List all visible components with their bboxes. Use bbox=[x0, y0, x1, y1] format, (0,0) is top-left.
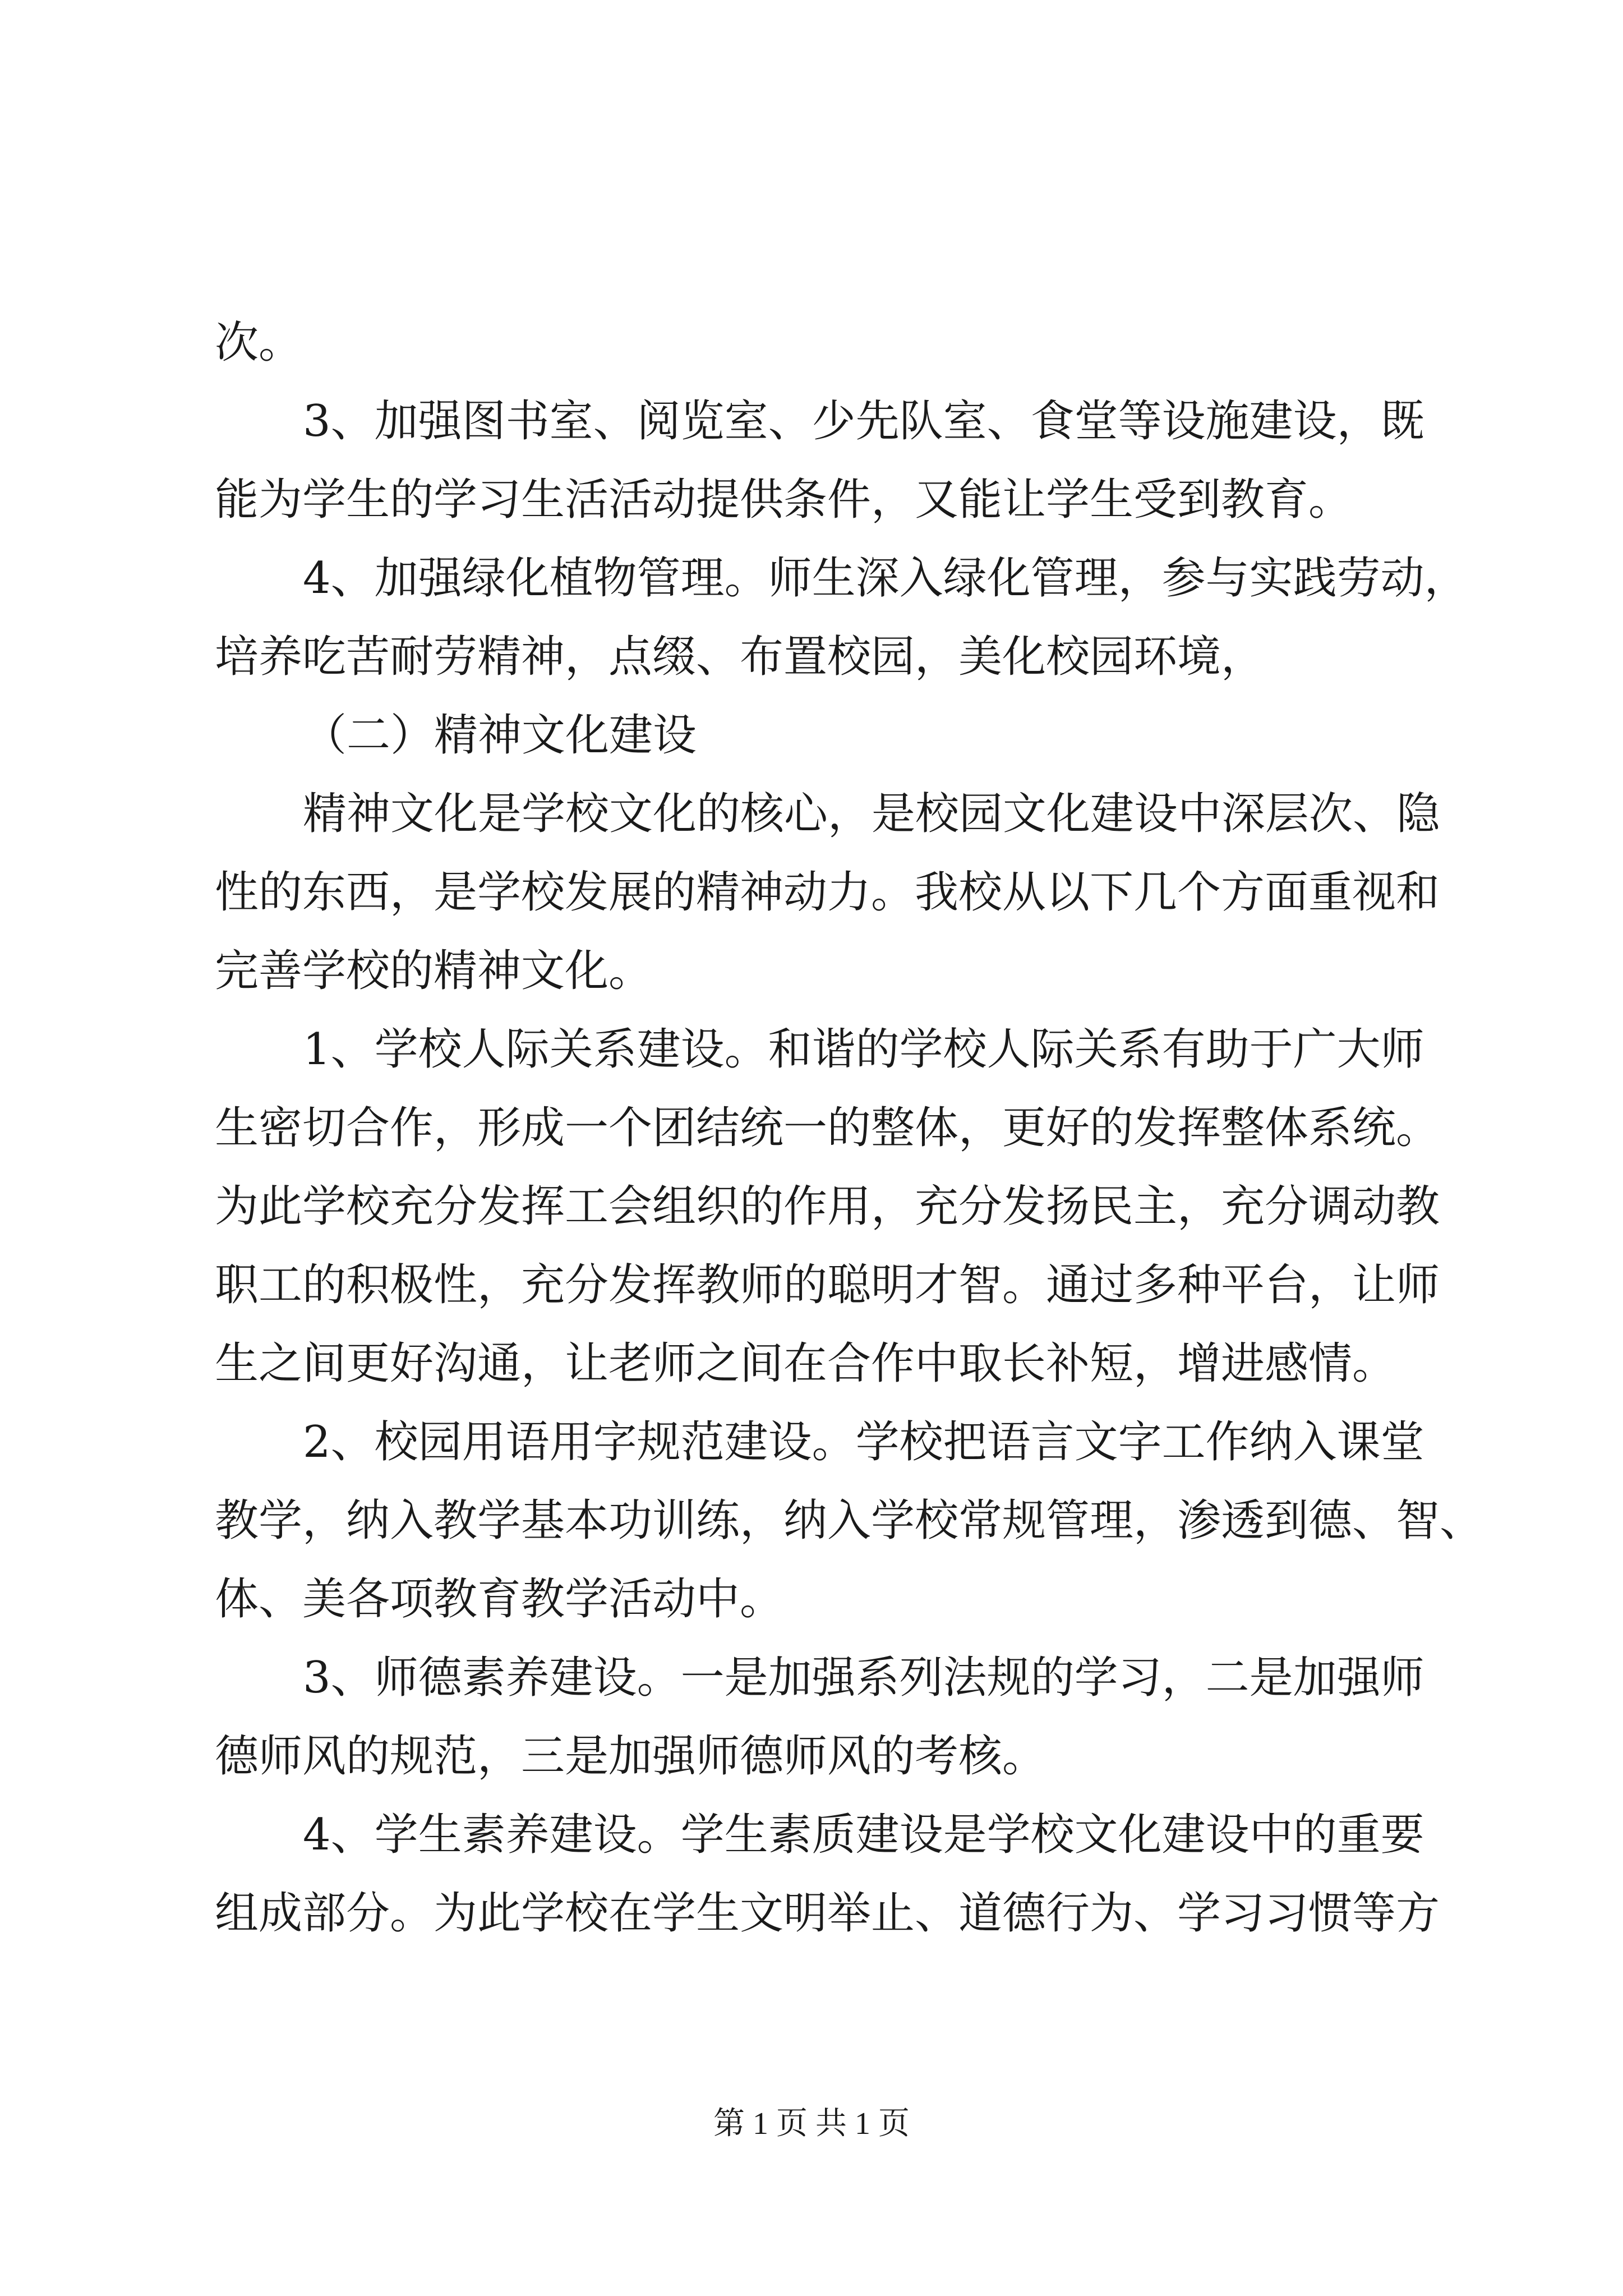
text-line: 能为学生的学习生活活动提供条件，又能让学生受到教育。 bbox=[215, 475, 1353, 525]
text-line: 4、学生素养建设。学生素质建设是学校文化建设中的重要 bbox=[303, 1810, 1424, 1860]
text-line: 职工的积极性，充分发挥教师的聪明才智。通过多种平台，让师 bbox=[215, 1260, 1440, 1310]
text-line: 体、美各项教育教学活动中。 bbox=[215, 1574, 784, 1625]
text-line: 德师风的规范，三是加强师德师风的考核。 bbox=[215, 1731, 1046, 1782]
text-line: 3、师德素养建设。一是加强系列法规的学习，二是加强师 bbox=[303, 1653, 1424, 1703]
text-line: 1、学校人际关系建设。和谐的学校人际关系有助于广大师 bbox=[303, 1024, 1424, 1075]
text-line: 4、加强绿化植物管理。师生深入绿化管理，参与实践劳动， bbox=[303, 553, 1468, 604]
text-line: 组成部分。为此学校在学生文明举止、道德行为、学习习惯等方 bbox=[215, 1888, 1440, 1939]
text-line: 3、加强图书室、阅览室、少先队室、食堂等设施建设，既 bbox=[303, 396, 1424, 447]
text-line: 教学，纳入教学基本功训练，纳入学校常规管理，渗透到德、智、 bbox=[215, 1496, 1484, 1546]
text-line: 为此学校充分发挥工会组织的作用，充分发扬民主，充分调动教 bbox=[215, 1181, 1440, 1232]
text-line: 性的东西，是学校发展的精神动力。我校从以下几个方面重视和 bbox=[215, 867, 1440, 918]
text-line: 次。 bbox=[215, 318, 303, 368]
text-line: 完善学校的精神文化。 bbox=[215, 946, 653, 996]
text-line: 生密切合作，形成一个团结统一的整体，更好的发挥整体系统。 bbox=[215, 1103, 1440, 1153]
text-line: 培养吃苦耐劳精神，点缀、布置校园，美化校园环境， bbox=[215, 632, 1265, 682]
section-heading: （二）精神文化建设 bbox=[303, 710, 697, 761]
text-line: 精神文化是学校文化的核心，是校园文化建设中深层次、隐 bbox=[303, 789, 1441, 839]
page-number-footer: 第 1 页 共 1 页 bbox=[713, 2106, 910, 2141]
text-line: 2、校园用语用字规范建设。学校把语言文字工作纳入课堂 bbox=[303, 1417, 1424, 1467]
text-line: 生之间更好沟通，让老师之间在合作中取长补短，增进感情。 bbox=[215, 1338, 1396, 1389]
